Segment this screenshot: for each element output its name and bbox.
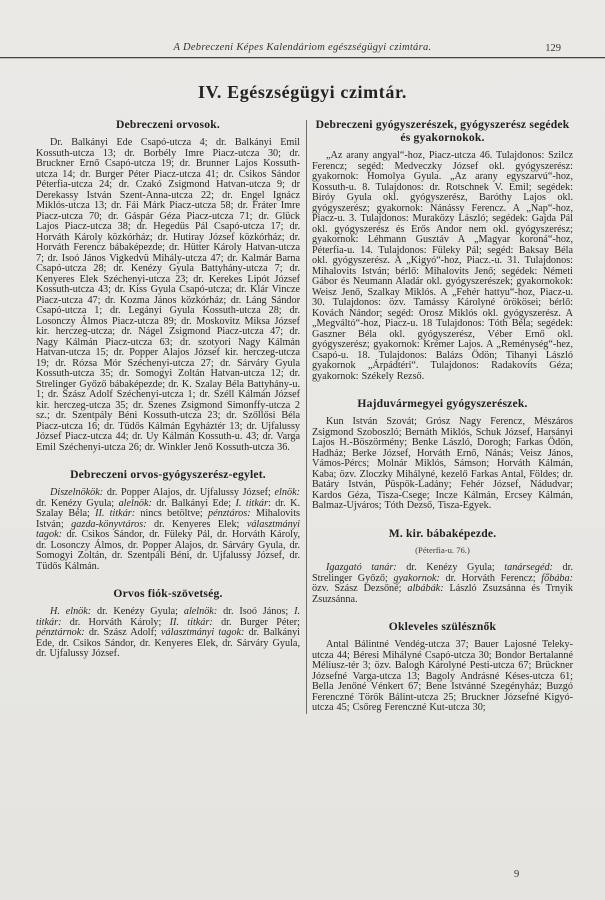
section-debreczeni-orvosok xyxy=(36,118,300,453)
section-heading: Okleveles szülésznők xyxy=(388,620,497,633)
section-orvos-fiok-szovetseg xyxy=(36,587,300,660)
section-heading: M. kir. bábaképezde. xyxy=(388,526,497,540)
running-title: A Debreczeni Képes Kalendáriom egészségügyi czimtára. xyxy=(173,42,432,53)
right-column xyxy=(312,118,573,714)
section-paragraph: Antal Bálintné Vendég-utcza 37; Bauer Lajosné Teleky-utcza 44; Béresi Mihályné Csapó-utcza 30; Bondor Bertalanné Méliusz-tér 3; özv. Balogh Károlyné Pesti-utcza 67; Brückner Józsefné Varga-utcza 13; Bagoly Andrásné Késes-utcza 61; Bella Jenőné Vénkert 67; Bene Istvánné Szegényház; Buzgó Ferenczné Török Bálint-utcza 25; Bruckner Józsefné Kigyó-utcza 45; Csőreg Ferenczné Kut-utcza 30; xyxy=(312,639,573,713)
left-column xyxy=(36,118,300,714)
column-divider xyxy=(306,120,307,714)
section-heading: Debreczeni orvos-gyógyszerész-egylet. xyxy=(70,468,266,481)
header-rule xyxy=(0,57,605,58)
section-paragraph: Diszelnökök: dr. Popper Alajos, dr. Ujfalussy József; elnök: dr. Kenézy Gyula; alelnök: dr. Balkányi Ede; I. titkár: dr. K. Szalay Béla; II. titkár: nincs betöltve; pénztáros: Mihalovits István; gazda-könyvtáros: dr. Kenyeres Elek; választmányi tagok: dr. Csikos Sándor, dr. Füleky Pál, dr. Horváth Károly, dr. Losonczy Álmos, dr. Popper Alajos, dr. Sárváry Gyula, dr. Somogyi Zoltán, dr. Szentpáli Béni, dr. Ujfalussy József, dr. Tüdős Kálmán. xyxy=(36,487,301,572)
page-number-top: 129 xyxy=(545,43,561,54)
page-number-bottom: 9 xyxy=(514,869,520,880)
section-paragraph: Dr. Balkányi Ede Csapó-utcza 4; dr. Balkányi Emil Kossuth-utcza 13; dr. Borbély Imre Piacz-utcza 30; dr. Bruckner Ernő Csapó-utcza 19; dr. Brunner Lajos Kossuth-utcza 14; dr. Burger Péter Piacz-utcza 41; dr. Csikos Sándor Péterfia-utcza 24; dr. Czakó Zsigmond Hatvan-utcza 9; dr Derekassy István Szent-Anna-utcza 22; dr. Engel Ignácz Miklós-utcza 13; dr. Fái Márk Piacz-utcza 58; dr. Fráter Imre Piacz-utcza 70; dr. Gáspár Géza Piacz-utcza 71; dr. Glück Lajos Piacz-utcza 38; dr. Hegedüs Pál Csapó-utcza 17; dr. Horváth Károly közkórház; dr. Hutiray József közkórház; dr. Horváth Ferencz bábaképezde; dr. Hütter Károly Hatvan-utcza 7; dr. Isoó János Vigkedvü Mihály-utcza 47; dr. Kalmár Barna Csapó-utcza 28; dr. Kenézy Gyula Battyhány-utcza 7; dr. Kenyeres Elek Széchenyi-utcza 23; dr. Kerekes Lipót József Kossuth-utcza 43; dr. Kiss Gyula Csapó-utcza; dr. Klár Vincze Piacz-utcza 47; dr. Kozma János közkórház; dr. Láng Sándor Csapó-utcza 1; dr. Legányi Gyula Kossuth-utcza 28; dr. Losonczy Álmos Piacz-utcza 89; dr. Moskovitz Miksa József kir. herczeg-utcza; dr. Nágel Zsigmond Piacz-utcza 47; dr. Nagy Kálmán Piacz-utcza 63; dr. szotyori Nagy Kálmán Hatvan-utcza 15; dr. Popper Alajos József kir. herczeg-utcza 19; dr. Rózsa Mór Széchenyi-utcza 27; dr. Sárváry Gyula Kossuth-utcza 35; dr. Somogyi Zoltán Hatvan-utcza 12; dr. Strelinger Győző bábaképezde; dr. K. Szalay Béla Battyhány-u. 1; dr. Szász Adolf Széchenyi-utcza 1; dr. Széll Kálmán József kir. herczeg-utcza 35; dr. Szenes Zsigmond Simonffy-utcza 2 sz.; dr. Szentpály Béni Kossuth-utcza 23; dr. Szőllősi Béla Piacz-utcza 16; dr. Tüdős Kálmán Egyháztér 13; dr. Ujfalussy József Piacz-utcza 44; dr. Uy Kálmán Kossuth-u. 43; dr. Varga Emil Széchenyi-utcza 26; dr. Winkler Jenő Kossuth-utcza 36. xyxy=(36,137,300,453)
section-subheading: (Péterfia-u. 76.) xyxy=(415,544,470,555)
section-hajduvarmegyei-gyogyszereszek xyxy=(312,397,573,512)
section-debreczeni-gyogyszereszek xyxy=(312,118,573,382)
section-paragraph: Igazgató tanár: dr. Kenézy Gyula; tanársegéd: dr. Strelinger Győző; gyakornok: dr. Horváth Ferencz; főbába: özv. Szász Dezsőné; albábák: László Zsuzsánna és Trnyik Zsuzsánna. xyxy=(312,562,573,605)
section-heading: Orvos fiók-szövetség. xyxy=(113,587,223,600)
section-heading: Hajduvármegyei gyógyszerészek. xyxy=(357,397,528,410)
main-title: IV. Egészségügyi czimtár. xyxy=(198,82,407,102)
section-okleveles-szulesznok xyxy=(312,620,573,714)
section-heading: Debreczeni gyógyszerészek, gyógyszerész segédek és gyakornokok. xyxy=(315,118,570,144)
two-column-layout xyxy=(36,118,573,714)
section-orvos-gyogyszeresz-egylet xyxy=(36,468,300,572)
section-paragraph: H. elnök: dr. Kenézy Gyula; alelnök: dr. Isoó János; I. titkár: dr. Horváth Károly; II. titkár: dr. Burger Péter; pénztárnok: dr. Szász Adolf; választmányi tagok: dr. Balkányi Ede, dr. Csikos Sándor, dr. Kenyeres Elek, dr. Sárváry Gyula, dr. Ujfalussy József. xyxy=(36,606,301,659)
running-header xyxy=(0,42,605,53)
section-paragraph: Kun István Szovát; Grósz Nagy Ferencz, Mészáros Zsigmond Szoboszló; Bernáth Miklós, Schuk József, Harsányi Lajos H.-Böszörmény; Benke László, Dorogh; Farkas Ödön, Hadház; Berke József, Horváth Ernő, Nánás; Veisz János, Vámos-Pércs; Molnár Miklós, Sámson; Horváth Kálmán, Kaba; özv. Zloczky Mihályné, kezelő Farkas Antal, Földes; dr. Batáry István, Püspök-Ladány; Fehér József, Nádudvar; Kardos Géza, Tisza-Csege; Incze Kálmán, Ercsey Kálmán, Balmaz-Ujváros; Tóth Dezső, Tisza-Egyek. xyxy=(312,416,573,511)
section-babakepezde xyxy=(312,527,573,606)
section-heading: Debreczeni orvosok. xyxy=(115,118,221,131)
section-paragraph: „Az arany angyal“-hoz, Piacz-utcza 46. Tulajdonos: Szilcz Ferencz; segéd: Medveczky József okl. gyógyszerész: gyakornok: Homolya Gyula. „Az arany egyszarvú“-hoz, Kossuth-u. 8. Tulajdonos: dr. Rotschnek V. Emil; segédek: Biróy Gyula okl. gyógyszerész, Baróthy Lajos okl. gyógyszerész; gyakornok: Nánássy Ferencz. A „Nap“-hoz, Piacz-u. 3. Tulajdonos: Muraközy László; segédek: Gajda Pál okl. gyógyszerész és Erős Andor nem okl. gyógyszerész; gyakornok: Léhmann Gusztáv A „Magyar koroná“-hoz, Péterfia-u. 14. Tulajdonos: Füleky Pál; segéd: Baksay Béla okl. gyógyszerész. A „Kigyó“-hoz, Piacz.-u. 31. Tulajdonos: Mihalovits István; bérlő: Mihalovits Jenő; segédek: Németi Gábor és Neumann Aladár okl. gyógyszerészek; gyakornokok: Weisz Jenő, Szalkay Miklós. A „Fehér hattyu“-hoz, Piacz-u. 30. Tulajdonos: özv. Tamássy Károlyné örökösei; bérlő: Kovách Nándor; segéd: Orosz Miklós okl. gyógyszerész. A „Megváltó“-hoz, Piacz-u. 18 Tulajdonos: Tóth Béla; segédek: Gaszner Béla okl. gyógyszerész, Véber Ernő okl. gyógyszerész; gyakornok: Krémer Lajos. A „Reménység“-hez, Csapó-u. 18. Tulajdonos: Balázs Ödön; Tihanyi László gyakornok „Árpádtéri“. Tulajdonos: Radakovits Géza; gyakornok: Székely Rezső. xyxy=(312,150,573,382)
